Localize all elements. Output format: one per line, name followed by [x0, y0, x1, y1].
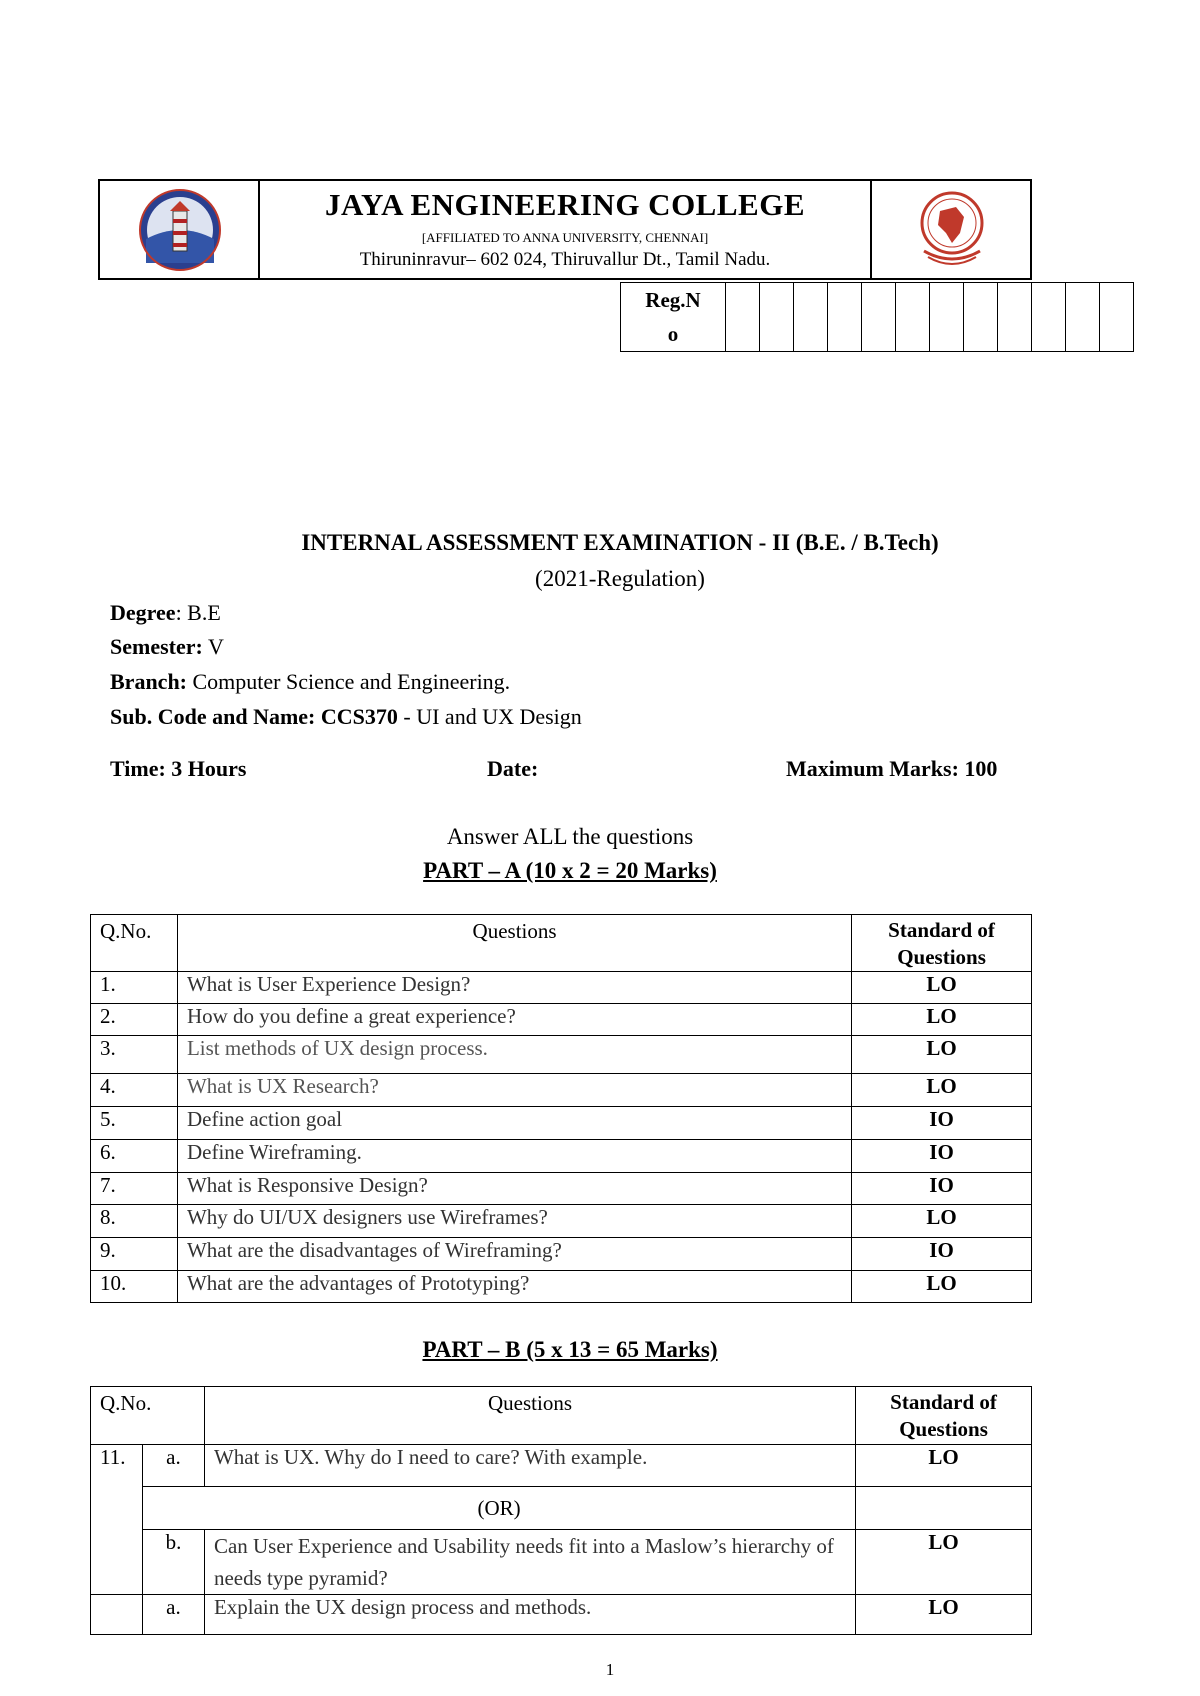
standard-cell: LO: [852, 1036, 1032, 1074]
qno-cell: 5.: [91, 1107, 178, 1140]
standard-header-line1: Standard of: [888, 918, 995, 942]
instruction: Answer ALL the questions: [446, 824, 694, 849]
qno-cell: 2.: [91, 1004, 178, 1036]
reg-no-box[interactable]: [726, 283, 760, 352]
regulation: (2021-Regulation): [535, 566, 705, 591]
branch-value: Computer Science and Engineering.: [187, 669, 511, 694]
table-row: [91, 1140, 1032, 1173]
standard-cell: LO: [856, 1530, 1032, 1595]
sub-label-cell: a.: [142, 1445, 204, 1487]
reg-no-label: [621, 283, 726, 352]
standard-cell: LO: [852, 1205, 1032, 1238]
standard-cell: LO: [852, 972, 1032, 1004]
question-cell: What is Responsive Design?: [177, 1173, 851, 1205]
standard-cell: IO: [852, 1107, 1032, 1140]
reg-no-box[interactable]: [794, 283, 828, 352]
reg-no-box[interactable]: [998, 283, 1032, 352]
standard-header-line2: Questions: [897, 945, 986, 969]
college-address: Thiruninravur– 602 024, Thiruvallur Dt., Tamil Nadu.: [359, 249, 771, 270]
exam-time: Time: 3 Hours: [110, 756, 247, 781]
reg-no-box[interactable]: [1032, 283, 1066, 352]
qno-cell: 8.: [91, 1205, 178, 1238]
empty-cell: [856, 1487, 1032, 1530]
reg-no-box[interactable]: [760, 283, 794, 352]
emblem-logo-cell: [870, 181, 1030, 278]
degree-line: [110, 600, 221, 626]
standard-header-line1: Standard of: [890, 1390, 997, 1414]
question-cell: Can User Experience and Usability needs fit into a Maslow’s hierarchy of needs type pyramid?: [204, 1530, 855, 1595]
college-logo: [100, 181, 260, 278]
subject-line: [110, 704, 582, 730]
or-cell: (OR): [142, 1487, 855, 1530]
qno-cell: 9.: [91, 1238, 178, 1271]
qno-cell: 3.: [91, 1036, 178, 1074]
table-row: [91, 1271, 1032, 1303]
reg-no-box[interactable]: [862, 283, 896, 352]
table-row: [91, 1445, 1032, 1487]
standard-cell: LO: [856, 1595, 1032, 1635]
question-cell: Define action goal: [177, 1107, 851, 1140]
question-cell: How do you define a great experience?: [177, 1004, 851, 1036]
emblem-logo: [872, 181, 1032, 278]
standard-cell: LO: [852, 1074, 1032, 1107]
qno-header: Q.No.: [91, 1387, 205, 1445]
part-b-table: [90, 1386, 1032, 1635]
reg-no-box[interactable]: [930, 283, 964, 352]
standard-header-line2: Questions: [899, 1417, 988, 1441]
reg-no-box[interactable]: [964, 283, 998, 352]
exam-date: Date:: [487, 756, 539, 781]
question-cell: Define Wireframing.: [177, 1140, 851, 1173]
table-row: [91, 1074, 1032, 1107]
exam-title: INTERNAL ASSESSMENT EXAMINATION - II (B.E. / B.Tech): [301, 530, 939, 555]
standard-cell: IO: [852, 1173, 1032, 1205]
or-row: [91, 1487, 1032, 1530]
table-header-row: [91, 1387, 1032, 1445]
table-row: [91, 1004, 1032, 1036]
subject-value: - UI and UX Design: [397, 704, 582, 729]
question-cell: What is UX Research?: [177, 1074, 851, 1107]
sub-label-cell: b.: [142, 1530, 204, 1595]
qno-cell: 11.: [91, 1445, 143, 1595]
standard-cell: IO: [852, 1140, 1032, 1173]
degree-label: Degree: [110, 600, 176, 625]
table-row: [91, 1238, 1032, 1271]
reg-no-label-line1: Reg.N: [645, 288, 701, 312]
page-number: 1: [605, 1660, 615, 1679]
standard-cell: LO: [856, 1445, 1032, 1487]
part-a-table: [90, 914, 1032, 1303]
degree-value: : B.E: [175, 600, 221, 625]
qno-cell: 7.: [91, 1173, 178, 1205]
reg-no-label-line2: o: [667, 322, 679, 346]
table-row: [91, 1205, 1032, 1238]
part-b-title: PART – B (5 x 13 = 65 Marks): [422, 1337, 718, 1362]
branch-line: [110, 669, 510, 695]
question-cell: Why do UI/UX designers use Wireframes?: [177, 1205, 851, 1238]
max-marks: Maximum Marks: 100: [786, 756, 998, 781]
table-row: [91, 1530, 1032, 1595]
table-header-row: [91, 915, 1032, 972]
part-a-title: PART – A (10 x 2 = 20 Marks): [423, 858, 717, 883]
branch-label: Branch:: [110, 669, 187, 694]
reg-no-grid: [620, 282, 1134, 352]
table-row: [91, 1173, 1032, 1205]
standard-cell: LO: [852, 1004, 1032, 1036]
subject-label: Sub. Code and Name: CCS370: [110, 704, 398, 729]
college-logo-cell: [100, 181, 260, 278]
standard-cell: LO: [852, 1271, 1032, 1303]
reg-no-box[interactable]: [896, 283, 930, 352]
qno-cell: 4.: [91, 1074, 178, 1107]
question-cell: What is UX. Why do I need to care? With example.: [204, 1445, 855, 1487]
standard-header: [852, 915, 1032, 972]
table-row: [91, 972, 1032, 1004]
sub-label-cell: a.: [142, 1595, 204, 1635]
table-row: [91, 1036, 1032, 1074]
qno-cell: 10.: [91, 1271, 178, 1303]
college-header: [98, 179, 1032, 280]
qno-cell: 1.: [91, 972, 178, 1004]
reg-no-box[interactable]: [1066, 283, 1100, 352]
qno-cell: [91, 1595, 143, 1635]
table-row: [91, 1595, 1032, 1635]
semester-label: Semester:: [110, 634, 203, 659]
question-cell: What are the advantages of Prototyping?: [177, 1271, 851, 1303]
questions-header: Questions: [177, 915, 851, 972]
qno-header: Q.No.: [91, 915, 178, 972]
question-cell: Explain the UX design process and methods.: [204, 1595, 855, 1635]
semester-line: [110, 634, 224, 660]
standard-header: [856, 1387, 1032, 1445]
table-row: [91, 1107, 1032, 1140]
affiliation: [AFFILIATED TO ANNA UNIVERSITY, CHENNAI]: [421, 230, 709, 245]
question-cell: List methods of UX design process.: [177, 1036, 851, 1074]
questions-header: Questions: [204, 1387, 855, 1445]
standard-cell: IO: [852, 1238, 1032, 1271]
college-name: JAYA ENGINEERING COLLEGE: [324, 187, 805, 222]
semester-value: V: [202, 634, 224, 659]
question-cell: What is User Experience Design?: [177, 972, 851, 1004]
question-cell: What are the disadvantages of Wireframing?: [177, 1238, 851, 1271]
reg-no-box[interactable]: [828, 283, 862, 352]
reg-no-box[interactable]: [1100, 283, 1134, 352]
qno-cell: 6.: [91, 1140, 178, 1173]
